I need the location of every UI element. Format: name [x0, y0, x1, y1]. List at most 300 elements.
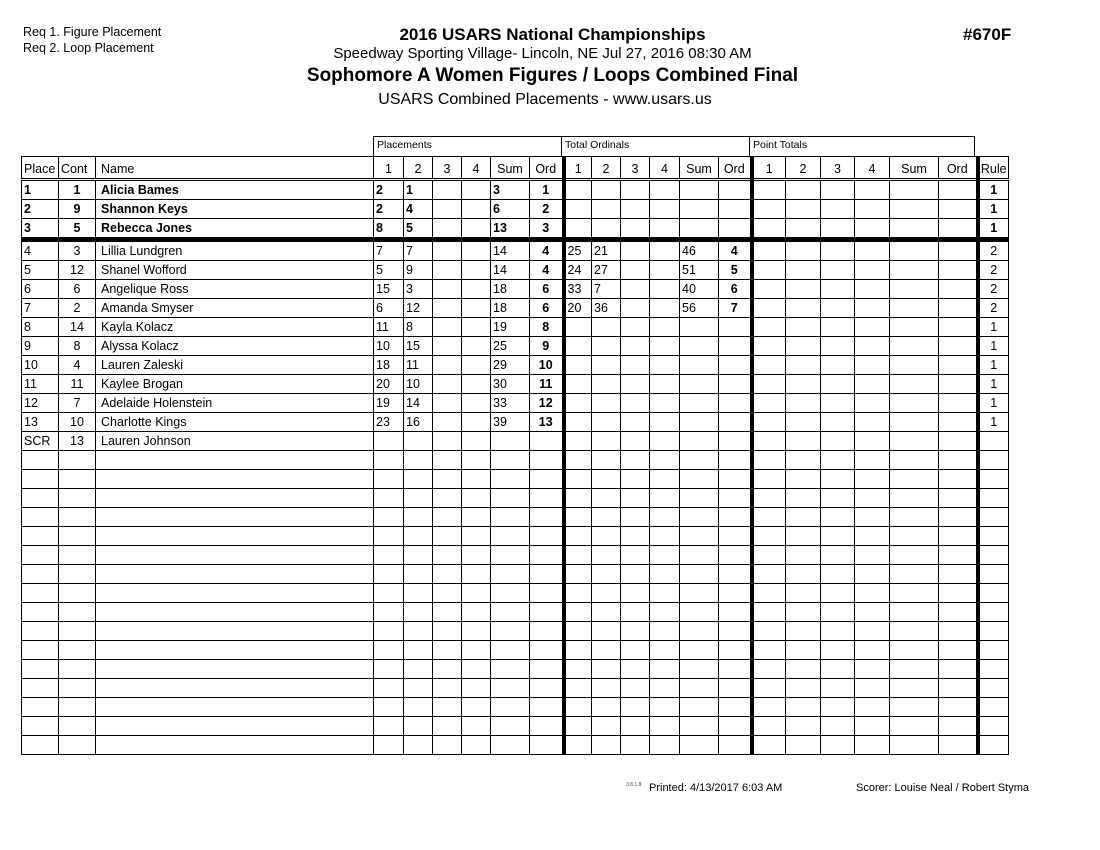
cell-points-4 [855, 698, 890, 717]
cell-placement-4 [462, 261, 491, 280]
cell-ordinal-sum [680, 219, 719, 240]
cell-ordinal-1 [564, 565, 592, 584]
cell-points-ord [939, 527, 978, 546]
cell-ordinal-2 [592, 508, 621, 527]
cell-rule [978, 546, 1009, 565]
cell-ordinal-4 [650, 261, 680, 280]
cell-ordinal-ord [719, 489, 752, 508]
cell-ordinal-ord [719, 736, 752, 755]
cell-ordinal-ord [719, 375, 752, 394]
cell-points-4 [855, 565, 890, 584]
cell-place: 13 [22, 413, 59, 432]
cell-place [22, 546, 59, 565]
cell-points-ord [939, 565, 978, 584]
cell-points-3 [821, 261, 855, 280]
cell-ordinal-sum [680, 356, 719, 375]
cell-ordinal-4 [650, 413, 680, 432]
cell-points-sum [890, 527, 939, 546]
cell-placement-ord [530, 432, 564, 451]
cell-placement-1 [374, 698, 404, 717]
cell-placement-4 [462, 200, 491, 219]
cell-points-ord [939, 318, 978, 337]
cell-placement-3 [433, 641, 462, 660]
cell-placement-2 [404, 679, 433, 698]
cell-placement-3 [433, 736, 462, 755]
cell-placement-4 [462, 280, 491, 299]
cell-placement-1 [374, 622, 404, 641]
cell-placement-3 [433, 432, 462, 451]
table-row [22, 318, 1009, 337]
cell-points-1 [752, 508, 786, 527]
cell-points-sum [890, 584, 939, 603]
cell-placement-1 [374, 489, 404, 508]
cell-points-ord [939, 394, 978, 413]
cell-ordinal-3 [621, 489, 650, 508]
subtitle: USARS Combined Placements - www.usars.us [378, 91, 712, 108]
col-placement-1: 1 [374, 157, 404, 180]
cell-rule: 1 [978, 394, 1009, 413]
cell-placement-ord [530, 489, 564, 508]
cell-ordinal-4 [650, 394, 680, 413]
table-row [22, 375, 1009, 394]
cell-name [96, 451, 374, 470]
cell-placement-2 [404, 489, 433, 508]
empty-row [22, 603, 1009, 622]
cell-rule: 2 [978, 299, 1009, 318]
cell-points-ord [939, 717, 978, 736]
cell-name: Kayla Kolacz [96, 318, 374, 337]
cell-placement-sum: 18 [491, 299, 530, 318]
cell-points-ord [939, 375, 978, 394]
empty-row [22, 489, 1009, 508]
cell-place: 12 [22, 394, 59, 413]
cell-points-3 [821, 394, 855, 413]
cell-points-2 [786, 584, 821, 603]
cell-points-4 [855, 299, 890, 318]
cell-ordinal-3 [621, 180, 650, 200]
cell-ordinal-3 [621, 219, 650, 240]
cell-ordinal-sum: 40 [680, 280, 719, 299]
cell-name: Lauren Zaleski [96, 356, 374, 375]
cell-place: 1 [22, 180, 59, 200]
cell-placement-3 [433, 489, 462, 508]
cell-ordinal-ord [719, 546, 752, 565]
cell-points-sum [890, 508, 939, 527]
cell-place: 3 [22, 219, 59, 240]
cell-rule [978, 565, 1009, 584]
cell-placement-4 [462, 641, 491, 660]
cell-ordinal-ord [719, 432, 752, 451]
cell-points-4 [855, 337, 890, 356]
empty-row [22, 641, 1009, 660]
cell-points-sum [890, 679, 939, 698]
cell-name [96, 603, 374, 622]
cell-cont: 2 [59, 299, 96, 318]
cell-placement-sum [491, 679, 530, 698]
cell-ordinal-3 [621, 299, 650, 318]
cell-points-sum [890, 489, 939, 508]
cell-placement-1: 11 [374, 318, 404, 337]
cell-points-3 [821, 280, 855, 299]
cell-placement-ord [530, 470, 564, 489]
cell-placement-4 [462, 240, 491, 261]
cell-ordinal-ord: 5 [719, 261, 752, 280]
cell-ordinal-3 [621, 337, 650, 356]
cell-points-ord [939, 356, 978, 375]
cell-place: 5 [22, 261, 59, 280]
cell-placement-3 [433, 280, 462, 299]
cell-points-ord [939, 280, 978, 299]
cell-ordinal-4 [650, 180, 680, 200]
cell-points-sum [890, 736, 939, 755]
cell-rule [978, 698, 1009, 717]
cell-placement-4 [462, 337, 491, 356]
cell-points-1 [752, 603, 786, 622]
cell-name: Adelaide Holenstein [96, 394, 374, 413]
col-placement-3: 3 [433, 157, 462, 180]
cell-placement-1: 6 [374, 299, 404, 318]
cell-ordinal-3 [621, 584, 650, 603]
cell-ordinal-1 [564, 394, 592, 413]
cell-ordinal-2 [592, 489, 621, 508]
cell-placement-ord: 4 [530, 240, 564, 261]
cell-placement-sum [491, 736, 530, 755]
cell-placement-2 [404, 641, 433, 660]
cell-points-4 [855, 470, 890, 489]
cell-placement-ord [530, 660, 564, 679]
cell-ordinal-ord [719, 679, 752, 698]
cell-ordinal-2 [592, 318, 621, 337]
cell-placement-ord [530, 679, 564, 698]
cell-rule [978, 717, 1009, 736]
cell-placement-1: 7 [374, 240, 404, 261]
cell-rule [978, 508, 1009, 527]
cell-placement-4 [462, 736, 491, 755]
cell-points-2 [786, 240, 821, 261]
col-ordinal-2: 2 [592, 157, 621, 180]
cell-cont [59, 584, 96, 603]
cell-name: Lillia Lundgren [96, 240, 374, 261]
cell-ordinal-4 [650, 489, 680, 508]
cell-rule: 1 [978, 219, 1009, 240]
group-total-ordinals: Total Ordinals [561, 136, 750, 157]
cell-ordinal-4 [650, 356, 680, 375]
cell-points-ord [939, 180, 978, 200]
cell-points-2 [786, 622, 821, 641]
cell-cont: 1 [59, 180, 96, 200]
cell-ordinal-2 [592, 219, 621, 240]
cell-points-3 [821, 622, 855, 641]
cell-points-2 [786, 261, 821, 280]
cell-placement-sum: 30 [491, 375, 530, 394]
cell-points-2 [786, 219, 821, 240]
cell-ordinal-3 [621, 679, 650, 698]
cell-ordinal-ord [719, 641, 752, 660]
cell-points-1 [752, 451, 786, 470]
cell-placement-1: 18 [374, 356, 404, 375]
cell-ordinal-4 [650, 451, 680, 470]
cell-placement-1 [374, 508, 404, 527]
cell-cont [59, 679, 96, 698]
cell-cont [59, 603, 96, 622]
cell-ordinal-sum [680, 679, 719, 698]
cell-placement-3 [433, 527, 462, 546]
cell-points-ord [939, 200, 978, 219]
group-placements: Placements [373, 136, 562, 157]
cell-points-4 [855, 261, 890, 280]
cell-points-2 [786, 432, 821, 451]
cell-cont [59, 717, 96, 736]
cell-placement-3 [433, 261, 462, 280]
cell-name [96, 565, 374, 584]
cell-ordinal-1 [564, 508, 592, 527]
cell-ordinal-sum [680, 432, 719, 451]
cell-ordinal-2 [592, 717, 621, 736]
cell-ordinal-4 [650, 200, 680, 219]
cell-points-3 [821, 318, 855, 337]
cell-ordinal-sum [680, 622, 719, 641]
cell-points-2 [786, 413, 821, 432]
cell-ordinal-3 [621, 546, 650, 565]
cell-points-1 [752, 413, 786, 432]
table-row [22, 356, 1009, 375]
cell-ordinal-ord [719, 622, 752, 641]
cell-ordinal-1 [564, 546, 592, 565]
printed-timestamp: Printed: 4/13/2017 6:03 AM [649, 782, 783, 794]
cell-ordinal-4 [650, 299, 680, 318]
cell-points-sum [890, 413, 939, 432]
cell-ordinal-ord [719, 698, 752, 717]
cell-placement-ord [530, 622, 564, 641]
cell-placement-4 [462, 180, 491, 200]
cell-cont [59, 660, 96, 679]
group-point-totals: Point Totals [749, 136, 975, 157]
cell-placement-4 [462, 546, 491, 565]
cell-placement-4 [462, 432, 491, 451]
requirement-1: Req 1. Figure Placement [23, 25, 162, 39]
cell-ordinal-ord [719, 337, 752, 356]
cell-points-4 [855, 240, 890, 261]
cell-placement-sum: 29 [491, 356, 530, 375]
cell-placement-3 [433, 470, 462, 489]
cell-placement-sum [491, 641, 530, 660]
cell-placement-sum: 14 [491, 261, 530, 280]
cell-points-ord [939, 660, 978, 679]
cell-placement-4 [462, 489, 491, 508]
cell-points-4 [855, 413, 890, 432]
cell-points-sum [890, 717, 939, 736]
cell-points-4 [855, 546, 890, 565]
cell-rule [978, 470, 1009, 489]
cell-ordinal-3 [621, 280, 650, 299]
cell-ordinal-1 [564, 660, 592, 679]
cell-points-2 [786, 356, 821, 375]
cell-placement-4 [462, 717, 491, 736]
cell-place: SCR [22, 432, 59, 451]
cell-ordinal-ord [719, 318, 752, 337]
cell-placement-1 [374, 584, 404, 603]
cell-points-1 [752, 432, 786, 451]
cell-points-4 [855, 180, 890, 200]
cell-cont: 6 [59, 280, 96, 299]
cell-ordinal-4 [650, 565, 680, 584]
cell-points-4 [855, 356, 890, 375]
cell-placement-ord [530, 546, 564, 565]
cell-placement-4 [462, 679, 491, 698]
cell-placement-3 [433, 394, 462, 413]
cell-ordinal-4 [650, 698, 680, 717]
cell-ordinal-sum: 51 [680, 261, 719, 280]
cell-ordinal-1 [564, 641, 592, 660]
col-points-1: 1 [752, 157, 786, 180]
col-placement-sum: Sum [491, 157, 530, 180]
cell-cont [59, 451, 96, 470]
cell-points-2 [786, 180, 821, 200]
cell-points-ord [939, 451, 978, 470]
cell-name [96, 470, 374, 489]
cell-points-4 [855, 508, 890, 527]
cell-points-4 [855, 451, 890, 470]
cell-name [96, 679, 374, 698]
cell-ordinal-ord: 6 [719, 280, 752, 299]
cell-ordinal-1: 33 [564, 280, 592, 299]
cell-ordinal-1 [564, 489, 592, 508]
cell-points-2 [786, 641, 821, 660]
cell-placement-1 [374, 451, 404, 470]
cell-placement-4 [462, 356, 491, 375]
cell-points-4 [855, 527, 890, 546]
cell-ordinal-1 [564, 527, 592, 546]
cell-ordinal-ord [719, 180, 752, 200]
col-name: Name [96, 157, 374, 180]
cell-points-4 [855, 717, 890, 736]
cell-placement-2 [404, 660, 433, 679]
cell-points-3 [821, 736, 855, 755]
cell-points-ord [939, 219, 978, 240]
cell-name: Angelique Ross [96, 280, 374, 299]
cell-placement-ord: 4 [530, 261, 564, 280]
cell-name [96, 546, 374, 565]
empty-row [22, 679, 1009, 698]
cell-points-2 [786, 337, 821, 356]
cell-points-2 [786, 736, 821, 755]
cell-placement-sum [491, 432, 530, 451]
cell-place [22, 527, 59, 546]
cell-cont: 12 [59, 261, 96, 280]
cell-placement-1 [374, 470, 404, 489]
cell-points-1 [752, 736, 786, 755]
cell-points-1 [752, 641, 786, 660]
cell-points-2 [786, 280, 821, 299]
cell-points-2 [786, 489, 821, 508]
cell-ordinal-2 [592, 356, 621, 375]
empty-row [22, 451, 1009, 470]
cell-placement-3 [433, 180, 462, 200]
cell-placement-ord: 11 [530, 375, 564, 394]
event-number: #670F [963, 25, 1012, 44]
cell-ordinal-3 [621, 717, 650, 736]
cell-points-ord [939, 432, 978, 451]
cell-ordinal-ord [719, 470, 752, 489]
cell-ordinal-1 [564, 432, 592, 451]
cell-ordinal-4 [650, 432, 680, 451]
cell-placement-ord [530, 565, 564, 584]
cell-rule: 1 [978, 413, 1009, 432]
cell-points-1 [752, 394, 786, 413]
cell-placement-4 [462, 660, 491, 679]
cell-points-sum [890, 299, 939, 318]
cell-ordinal-ord [719, 584, 752, 603]
cell-points-3 [821, 180, 855, 200]
cell-place [22, 660, 59, 679]
cell-rule [978, 679, 1009, 698]
cell-ordinal-4 [650, 622, 680, 641]
cell-points-1 [752, 698, 786, 717]
cell-placement-sum [491, 546, 530, 565]
cell-placement-3 [433, 622, 462, 641]
cell-ordinal-sum [680, 698, 719, 717]
cell-points-3 [821, 356, 855, 375]
cell-rule: 1 [978, 180, 1009, 200]
cell-points-2 [786, 527, 821, 546]
cell-ordinal-3 [621, 318, 650, 337]
cell-ordinal-3 [621, 432, 650, 451]
cell-cont: 7 [59, 394, 96, 413]
cell-points-sum [890, 432, 939, 451]
cell-points-ord [939, 641, 978, 660]
cell-placement-ord [530, 717, 564, 736]
cell-placement-ord: 2 [530, 200, 564, 219]
cell-ordinal-1 [564, 622, 592, 641]
cell-placement-3 [433, 375, 462, 394]
cell-points-ord [939, 299, 978, 318]
cell-points-2 [786, 679, 821, 698]
cell-placement-2: 1 [404, 180, 433, 200]
cell-points-2 [786, 603, 821, 622]
cell-points-sum [890, 356, 939, 375]
cell-ordinal-sum [680, 736, 719, 755]
cell-placement-sum [491, 565, 530, 584]
cell-ordinal-3 [621, 240, 650, 261]
cell-ordinal-ord [719, 603, 752, 622]
cell-placement-2 [404, 527, 433, 546]
cell-name [96, 489, 374, 508]
cell-points-2 [786, 375, 821, 394]
cell-placement-sum [491, 622, 530, 641]
cell-points-1 [752, 299, 786, 318]
cell-placement-2 [404, 698, 433, 717]
cell-points-ord [939, 508, 978, 527]
cell-points-3 [821, 584, 855, 603]
cell-ordinal-sum [680, 200, 719, 219]
cell-ordinal-sum [680, 375, 719, 394]
cell-ordinal-ord [719, 200, 752, 219]
table-row [22, 299, 1009, 318]
cell-points-sum [890, 698, 939, 717]
col-place: Place [22, 157, 59, 180]
cell-points-1 [752, 565, 786, 584]
cell-ordinal-3 [621, 470, 650, 489]
cell-cont [59, 489, 96, 508]
col-points-3: 3 [821, 157, 855, 180]
cell-ordinal-sum [680, 603, 719, 622]
col-placement-4: 4 [462, 157, 491, 180]
empty-row [22, 546, 1009, 565]
cell-points-sum [890, 546, 939, 565]
cell-name: Alyssa Kolacz [96, 337, 374, 356]
cell-points-3 [821, 546, 855, 565]
cell-cont: 3 [59, 240, 96, 261]
